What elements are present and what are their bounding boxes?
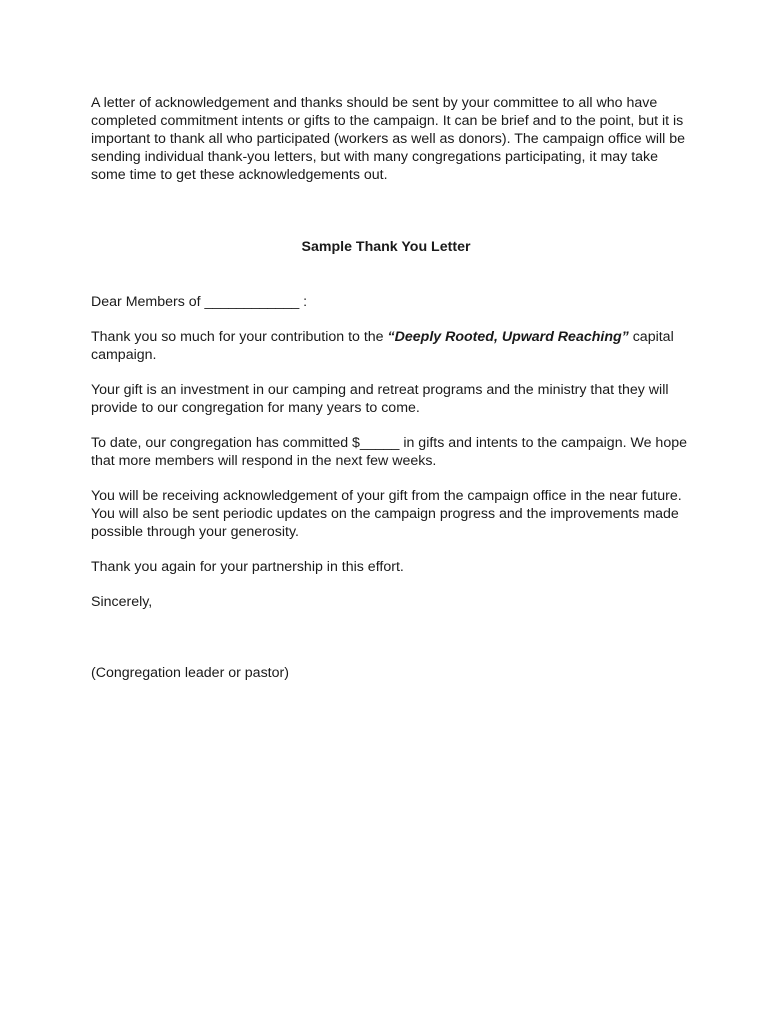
- letter-title: Sample Thank You Letter: [301, 239, 471, 255]
- letter-paragraph-1: [91, 328, 691, 364]
- document-page: [91, 94, 691, 682]
- letter-paragraph-4: You will be receiving acknowledgement of your gift from the campaign office in the near future. You will also be sent periodic updates on the campaign progress and the improvements made possible through your generosity.: [91, 488, 682, 540]
- letter-paragraph-3: To date, our congregation has committed $_____ in gifts and intents to the campaign. We hope that more members will respond in the next few weeks.: [91, 435, 687, 469]
- campaign-name: “Deeply Rooted, Upward Reaching”: [387, 329, 629, 345]
- letter-paragraph-5: Thank you again for your partnership in this effort.: [91, 559, 404, 575]
- paragraph-1-lead-text: Thank you so much for your contribution to the: [91, 329, 388, 345]
- intro-paragraph: A letter of acknowledgement and thanks should be sent by your committee to all who have completed commitment intents or gifts to the campaign. It can be brief and to the point, but it is important to thank all who participated (workers as well as donors). The campaign office will be sending individual thank-you letters, but with many congregations participating, it may take some time to get these acknowledgements out.: [91, 95, 686, 183]
- letter-closing: Sincerely,: [91, 594, 153, 610]
- letter-salutation: Dear Members of ____________ :: [91, 294, 308, 310]
- letter-signature: (Congregation leader or pastor): [91, 665, 289, 681]
- paragraph-1-tail-text: capital campaign.: [91, 329, 674, 363]
- letter-paragraph-2: Your gift is an investment in our camping and retreat programs and the ministry that they will provide to our congregation for many years to come.: [91, 382, 669, 416]
